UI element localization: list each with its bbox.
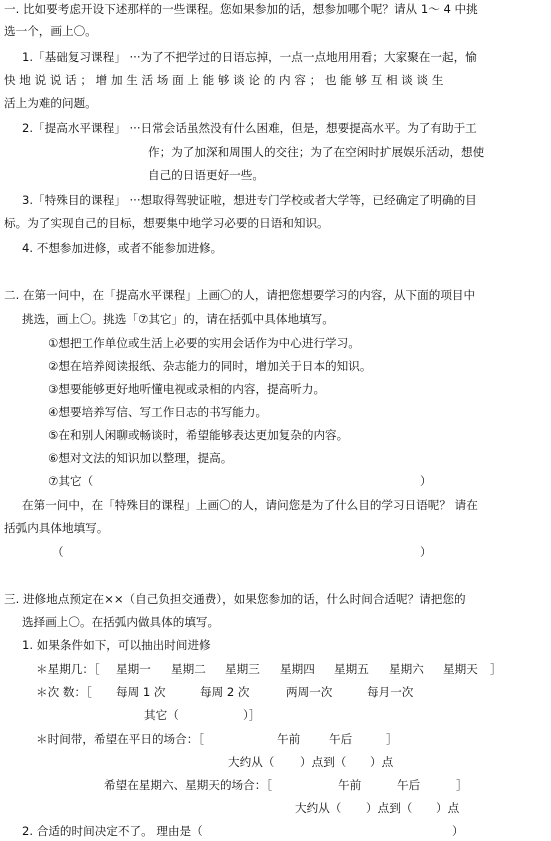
freq-label: ＊次 数：［ — [36, 685, 92, 699]
section2-intro-line2: 挑选，画上〇。挑选「⑦其它」的，请在括弧中具体地填写。 — [22, 312, 334, 326]
freq-monthly: 每月一次 — [367, 685, 414, 699]
option3-line1: 3.「特殊目的课程」 ···想取得驾驶证啦，想进专门学校或者大学等，已经确定了明确的目 — [22, 193, 477, 207]
option1-line2: 快 地 说 说 话 ； 增 加 生 活 场 面 上 能 够 谈 论 的 内 容 ； 也 能 够 互 相 谈 谈 生 — [4, 73, 444, 87]
section2-item-3: ③想要能够更好地听懂电视或录相的内容，提高听力。 — [48, 382, 326, 396]
option3-line2: 标。为了实现自己的目标，想要集中地学习必要的日语和知识。 — [4, 216, 329, 230]
weekend-pm: 午后 — [397, 778, 421, 792]
weekday-close: ］ — [490, 662, 502, 676]
weekday-mon: 星期一 — [116, 662, 151, 676]
weekday-sat: 星期六 — [389, 662, 424, 676]
weekend-am: 午前 — [338, 778, 362, 792]
weekend-to: ）点到（ — [366, 801, 413, 815]
weekday-to: ）点到（ — [300, 755, 347, 769]
freq-weekly-1: 每周 1 次 — [116, 685, 166, 699]
section2-intro-line1: 二. 在第一问中，在「提高水平课程」上画〇的人，请把您想要学习的内容，从下面的项目中 — [4, 288, 476, 302]
option4: 4. 不想参加进修，或者不能参加进修。 — [22, 241, 223, 255]
section2-item-4: ④想要培养写信、写工作日志的书写能力。 — [48, 405, 268, 419]
freq-biweekly: 两周一次 — [286, 685, 333, 699]
weekend-approx-from: 大约从（ — [295, 801, 342, 815]
option2-line1: 2.「提高水平课程」 ···日常会话虽然没有什么困难，但是，想要提高水平。为了有助于工 — [22, 121, 477, 135]
option1-line3: 活上为难的问题。 — [4, 96, 97, 110]
section2-q2-close: ） — [420, 545, 432, 559]
weekday-thu: 星期四 — [280, 662, 315, 676]
weekday-am: 午前 — [277, 732, 301, 746]
freq-weekly-2: 每周 2 次 — [200, 685, 250, 699]
weekday-time-close: ］ — [386, 732, 398, 746]
option1-line1: 1.「基础复习课程」 ···为了不把学过的日语忘掉，一点一点地用用看；大家聚在一起，愉 — [22, 50, 477, 64]
section2-item-7: ⑦其它（ — [48, 474, 94, 488]
section2-q2-line2: 括弧内具体地填写。 — [4, 521, 109, 535]
weekday-pm: 午后 — [329, 732, 353, 746]
section1-intro-line2: 选一个，画上〇。 — [4, 24, 97, 38]
option2-line2: 作；为了加深和周围人的交往；为了在空闲时扩展娱乐活动，想使 — [148, 145, 485, 159]
weekday-time-label: ＊时间带，希望在平日的场合：［ — [36, 732, 205, 746]
freq-other: 其它（ — [144, 708, 179, 722]
weekday-sun: 星期天 — [443, 662, 478, 676]
weekday-tue: 星期二 — [171, 662, 206, 676]
weekend-time-close: ］ — [456, 778, 468, 792]
section1-intro-line1: 一. 比如要考虑开设下述那样的一些课程。您如果参加的话，想参加哪个呢？请从 1～ 4 中挑 — [4, 2, 478, 16]
section2-item-2: ②想在培养阅读报纸、杂志能力的同时，增加关于日本的知识。 — [48, 359, 372, 373]
weekday-label: ＊星期几：［ — [36, 662, 100, 676]
section3-intro-line2: 选择画上〇。在括弧内做具体的填写。 — [22, 615, 220, 629]
weekday-dian: ）点 — [370, 755, 394, 769]
section3-sub1: 1. 如果条件如下，可以抽出时间进修 — [22, 638, 211, 652]
weekday-approx-from: 大约从（ — [228, 755, 275, 769]
section3-intro-line1: 三. 进修地点预定在××（自己负担交通费），如果您参加的话，什么时间合适呢？请把您的 — [4, 592, 466, 606]
weekday-fri: 星期五 — [334, 662, 369, 676]
section2-item-1: ①想把工作单位或生活上必要的实用会话作为中心进行学习。 — [48, 336, 360, 350]
section3-sub2: 2. 合适的时间决定不了。 理由是（ — [22, 824, 203, 838]
section2-q2-open: （ — [52, 545, 64, 559]
option2-line3: 自己的日语更好一些。 — [148, 168, 264, 182]
freq-other-close: ）］ — [243, 708, 261, 722]
weekend-dian: ）点 — [436, 801, 460, 815]
section2-item-6: ⑥想对文法的知识加以整理，提高。 — [48, 451, 233, 465]
weekday-wed: 星期三 — [225, 662, 260, 676]
section2-q2-line1: 在第一问中，在「特殊目的课程」上画〇的人，请问您是为了什么目的学习日语呢？ 请在 — [22, 498, 478, 512]
weekend-time-label: 希望在星期六、星期天的场合：［ — [104, 778, 273, 792]
section3-sub2-close: ） — [452, 824, 464, 838]
section2-item-5: ⑤在和别人闲聊或畅谈时，希望能够表达更加复杂的内容。 — [48, 428, 349, 442]
section2-item-7-close: ） — [420, 474, 432, 488]
